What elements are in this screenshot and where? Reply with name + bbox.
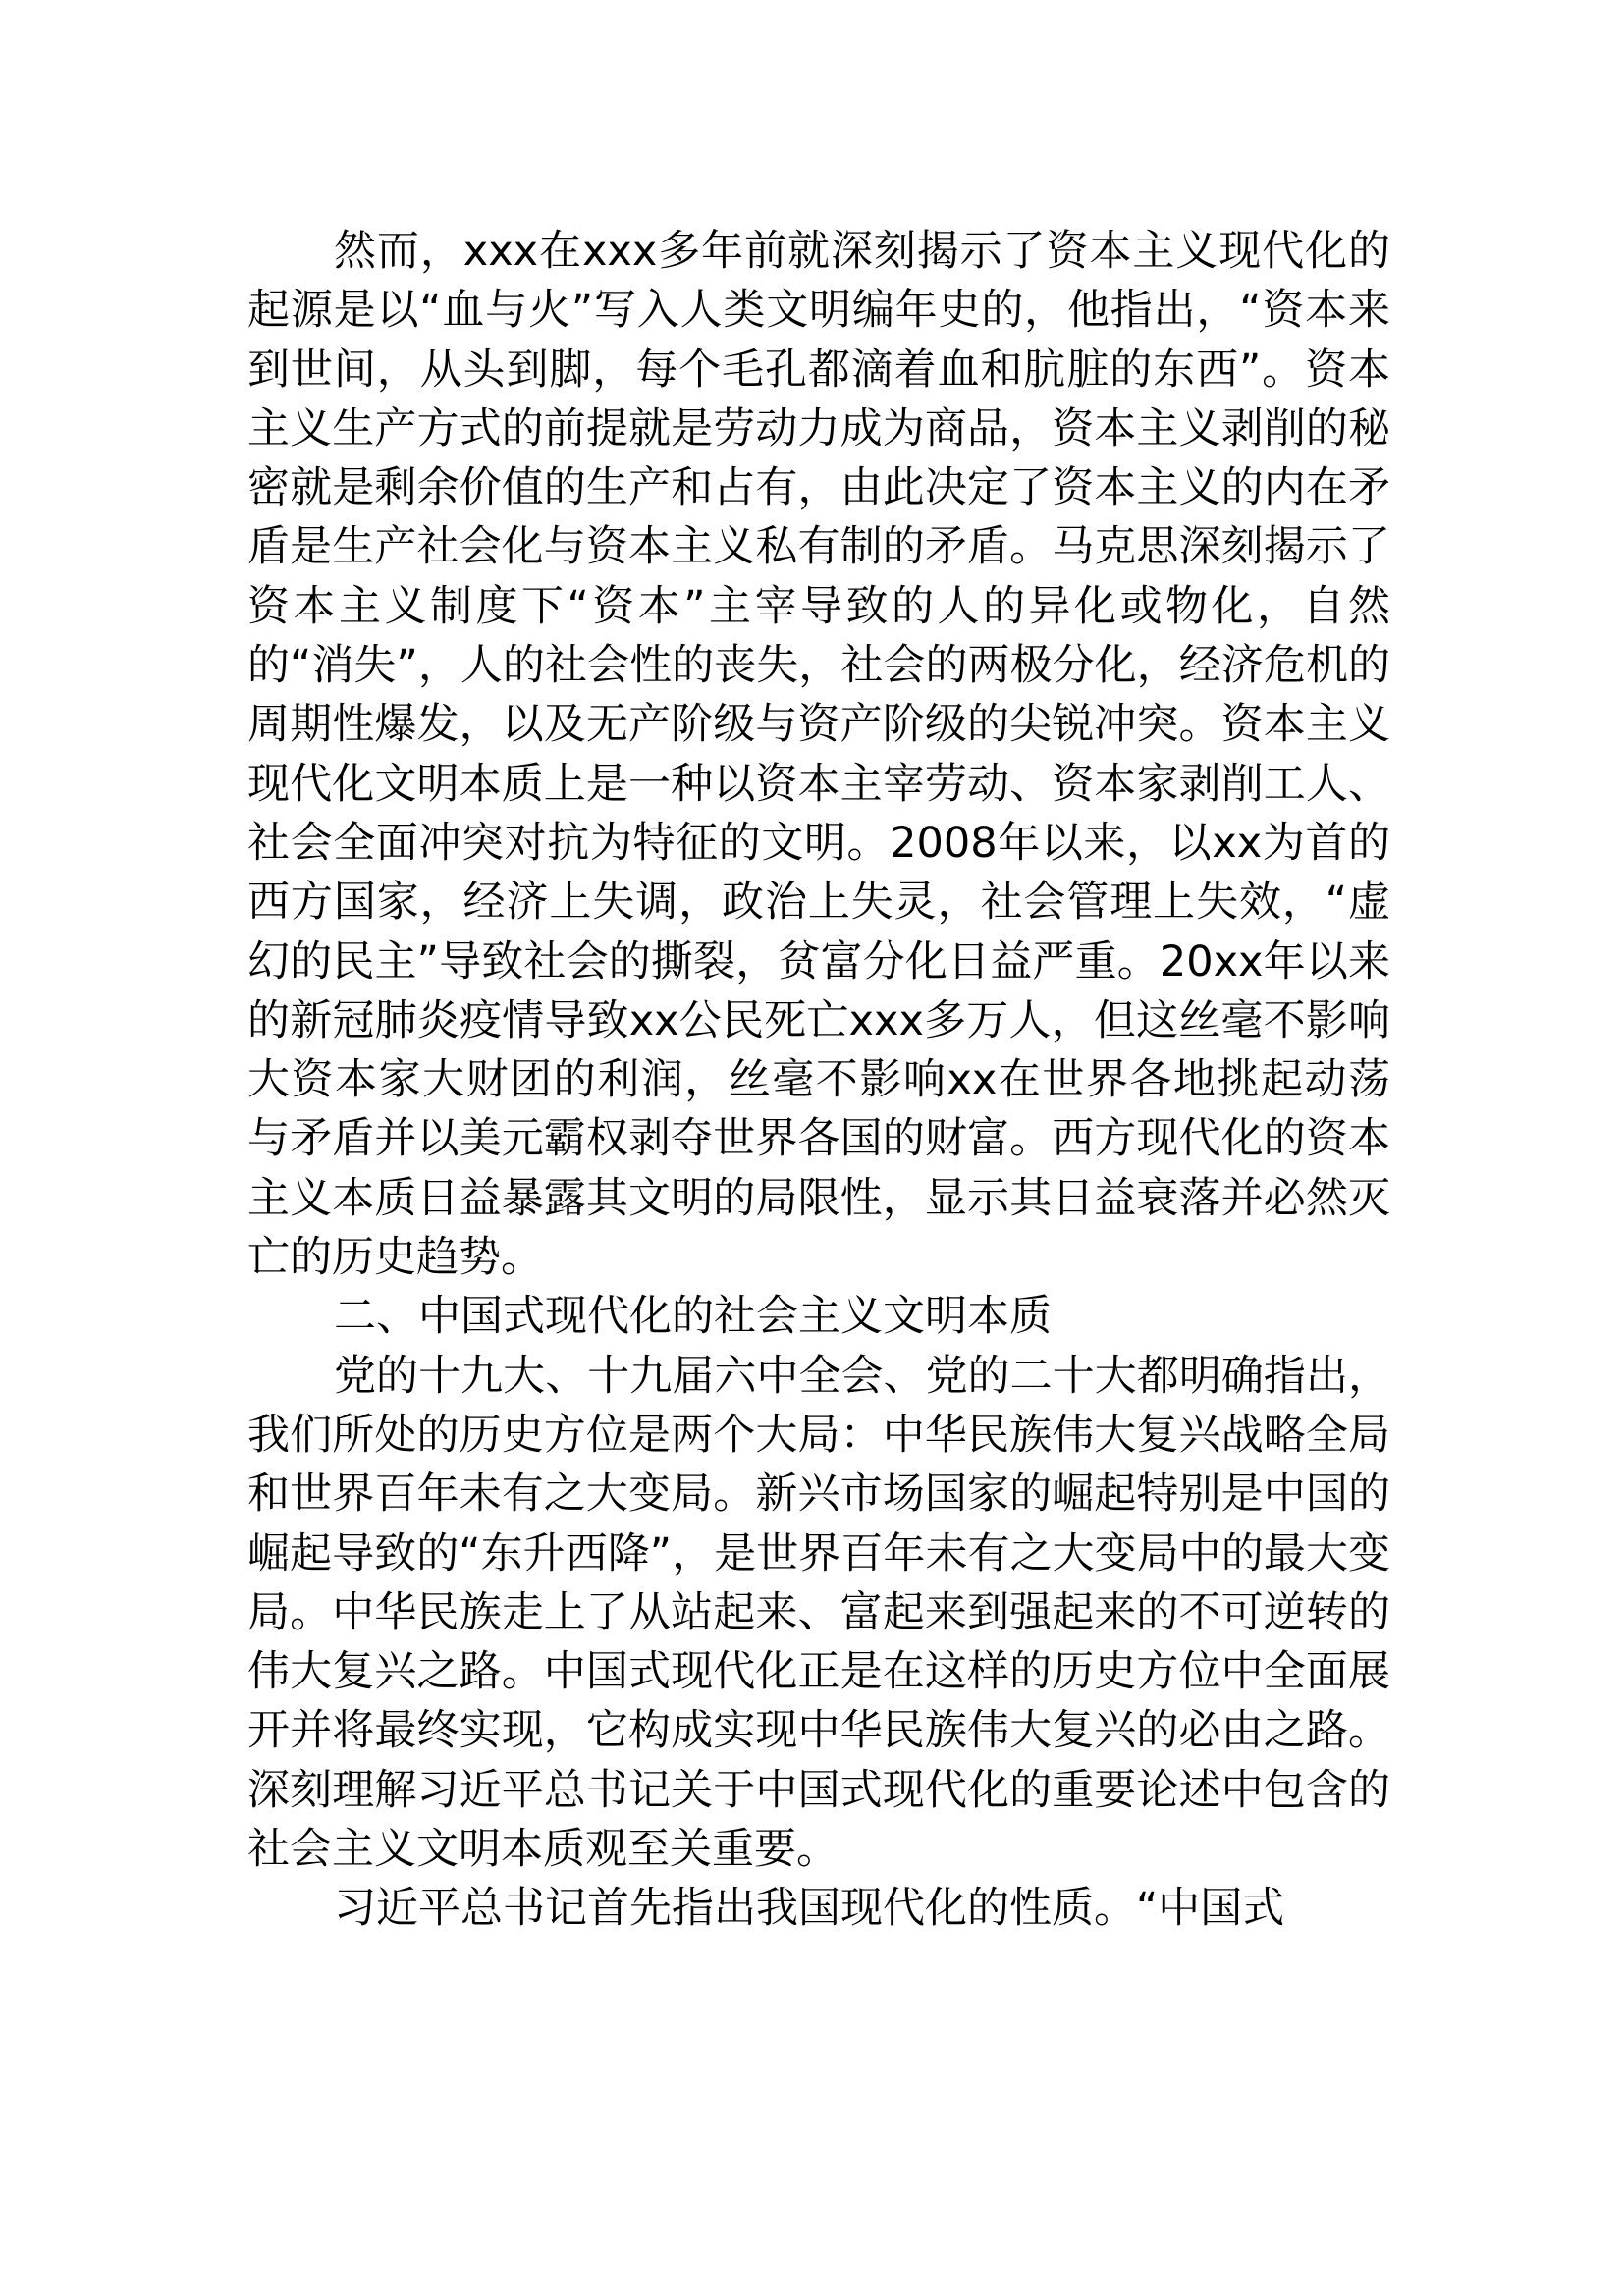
document-page — [247, 222, 1390, 1939]
body-paragraph: 习近平总书记首先指出我国现代化的性质。“中国式 — [334, 1884, 1285, 1934]
body-paragraph: 然而，xxx在xxx多年前就深刻揭示了资本主义现代化的起源是以“血与火”写入人类文明编年史的，他指出，“资本来到世间，从头到脚，每个毛孔都滴着血和肮脏的东西”。资本主义生产方式的前提就是劳动力成为商品，资本主义剥削的秘密就是剩余价值的生产和占有，由此决定了资本主义的内在矛盾是生产社会化与资本主义私有制的矛盾。马克思深刻揭示了资本主义制度下“资本”主宰导致的人的异化或物化，自然的“消失”，人的社会性的丧失，社会的两极分化，经济危机的周期性爆发，以及无产阶级与资产阶级的尖锐冲突。资本主义现代化文明本质上是一种以资本主宰劳动、资本家剥削工人、社会全面冲突对抗为特征的文明。2008年以来，以xx为首的西方国家，经济上失调，政治上失灵，社会管理上失效，“虚幻的民主”导致社会的撕裂，贫富分化日益严重。20xx年以来的新冠肺炎疫情导致xx公民死亡xxx多万人，但这丝毫不影响大资本家大财团的利润，丝毫不影响xx在世界各地挑起动荡与矛盾并以美元霸权剥夺世界各国的财富。西方现代化的资本主义本质日益暴露其文明的局限性，显示其日益衰落并必然灭亡的历史趋势。 — [247, 227, 1390, 1283]
body-paragraph: 党的十九大、十九届六中全会、党的二十大都明确指出，我们所处的历史方位是两个大局：中华民族伟大复兴战略全局和世界百年未有之大变局。新兴市场国家的崛起特别是中国的崛起导致的“东升西降”，是世界百年未有之大变局中的最大变局。中华民族走上了从站起来、富起来到强起来的不可逆转的伟大复兴之路。中国式现代化正是在这样的历史方位中全面展开并将最终实现，它构成实现中华民族伟大复兴的必由之路。深刻理解习近平总书记关于中国式现代化的重要论述中包含的社会主义文明本质观至关重要。 — [247, 1351, 1390, 1875]
section-heading: 二、中国式现代化的社会主义文明本质 — [334, 1292, 1052, 1342]
